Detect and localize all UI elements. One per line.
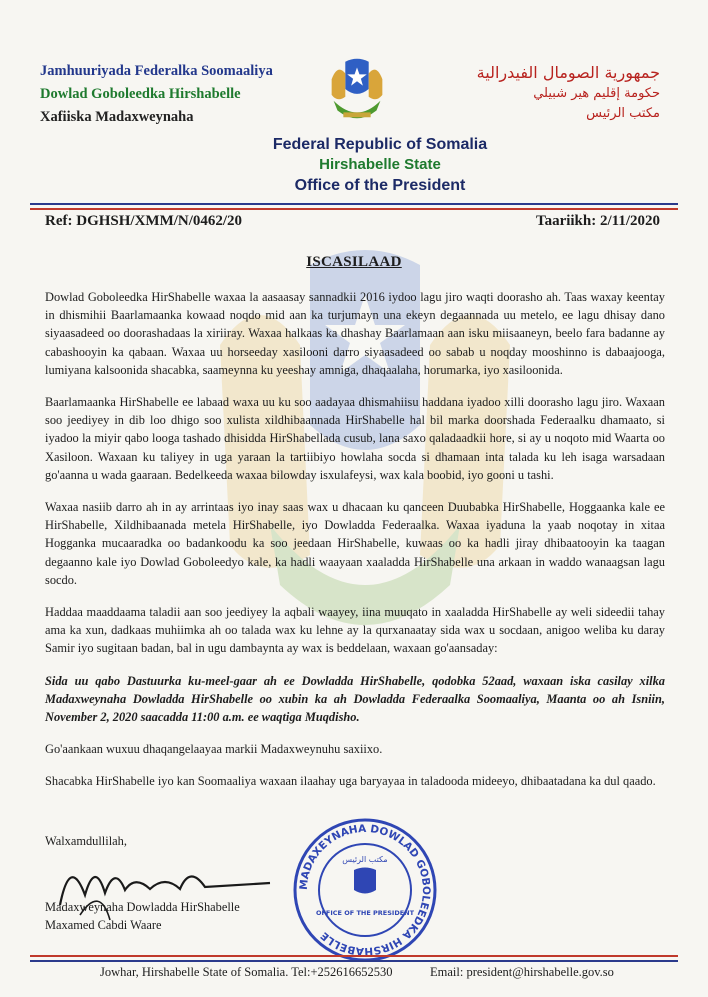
reference-number: Ref: DGHSH/XMM/N/0462/20 (45, 213, 243, 229)
stamp-ring-text: MADAXEYNAHA DOWLAD GOBOLEEDKA HIRSHABELLE (297, 822, 433, 958)
signatory-title: Madaxweynaha Dowladda HirShabelle (45, 900, 240, 914)
letterhead-arabic (460, 62, 660, 124)
footer-address: Jowhar, Hirshabelle State of Somalia. Tel:+252616652530 (100, 965, 393, 979)
reference-line (45, 213, 660, 235)
closing-salutation: Walxamdullilah, (45, 834, 127, 848)
stamp-inner-text: OFFICE OF THE PRESIDENT (315, 909, 415, 917)
letterhead-line: Dowlad Goboleedka Hirshabelle (40, 86, 241, 102)
letterhead-somali (40, 60, 290, 129)
letter-date: Taariikh: 2/11/2020 (535, 213, 660, 229)
letter-heading: ISCASILAAD (306, 254, 402, 270)
letterhead-line: Office of the President (294, 177, 466, 194)
body-paragraph: Go'aankaan wuxuu dhaqangelaayaa markii Madaxweynuhu saxiixo. (45, 742, 383, 757)
body-paragraph: Waxaa nasiib darro ah in ay arrintaas iyo inay saas wax u dhacaan ku qanceen Duubabka HirShabelle, Hoggaanka kale ee HirShabelle, Xildhibaanada metela HirShabelle, iyo Dowladda Federaalka. Waxaa iyaduna la yaab noqotay in xitaa Hogganka mucaaradka oo badankoodu ka soo jeedaan HirShabelle, kuwaas oo ka hadli jiray dhibaatooyin ka taagan degaanno kale iyo Dowlad Goboleedyo kale, ka hadli waayaan xaaladda HirShabelle una arkaan in waddo wanaagsan lagu socdo. (45, 500, 665, 587)
letterhead-line: حكومة إقليم هير شبيلي (533, 86, 660, 101)
letterhead-line: Hirshabelle State (319, 156, 441, 173)
letterhead-line: Jamhuuriyada Federalka Soomaaliya (40, 63, 273, 79)
letterhead-line: Xafiiska Madaxweynaha (40, 109, 194, 125)
body-paragraph: Shacabka HirShabelle iyo kan Soomaaliya waxaan ilaahay uga baryayaa in taladooda mideeyo, dhibaatadana ka dul qaado. (45, 774, 656, 789)
footer-divider (30, 955, 678, 957)
letterhead-english (240, 134, 520, 196)
footer-email: Email: president@hirshabelle.gov.so (430, 965, 614, 979)
body-paragraph: Baarlamaanka HirShabelle ee labaad waxa uu ku soo aadayaa dhismahiisu haddana iyadoo xilli doorasho lagu jiro. Waxaan soo jeediyey in dib loo dhigo soo xulista xildhibaannada HirShabelle hal bil marka doorshada Federaalku dhamaato, si iyadoo la miyir qabo looga tashado dhisidda HirShabellada cusub, lana saxo qaladaadkii hore, si ay u noqoto mid Waarta oo Xasiloon. Waxaan ku taliyey in uga yaraan la tartiibiyo howlaha socda si dhamaan inta talada ku leh isaga warsadaan go'aanna u wada gaaraan. Bedelkeeda waxaa bilowday isxulafeysi, wax kala boobid, iyo gooni u tashi. (45, 395, 665, 482)
header-divider (30, 203, 678, 205)
letterhead-line: Federal Republic of Somalia (272, 136, 488, 153)
header-divider (30, 208, 678, 210)
letter-body (45, 288, 665, 805)
official-stamp (290, 815, 440, 965)
coat-of-arms-icon (318, 50, 396, 128)
letterhead-line: مكتب الرئيس (586, 106, 660, 121)
footer-divider (30, 960, 678, 962)
signatory-name: Maxamed Cabdi Waare (45, 918, 162, 932)
body-paragraph: Dowlad Goboleedka HirShabelle waxaa la aasaasay sannadkii 2016 iydoo lagu jiro waqti doorasho ah. Taas waxay keentay in dhismihii Baarlamaanka kowaad noqdo mid aan ka turjumayn una ekeyn degaannada uu metelo, ee lagu dhisay dano siyaasadeed oo doorashadaas la xiriiray. Waxaa halkaas ka dhashay Baarlamaan aan isku miisaaneyn, beelo fara badanne ay cabashooyin ka qabaan. Waxaa uu horseeday xasilooni darro siyaasadeed oo sabab u noqday mooshinno is dabaajooga, lumiyana kalsoonida shacabka, saameynna ku yeeshay amniga, dhaqaalaha, horumarka, iyo xasiloonida. (45, 290, 665, 377)
letterhead-line: جمهورية الصومال الفيدرالية (476, 63, 660, 82)
stamp-arabic: مكتب الرئيس (342, 855, 388, 864)
resolution-paragraph: Sida uu qabo Dastuurka ku-meel-gaar ah ee Dowladda HirShabelle, qodobka 52aad, waxaan iska casilay xilka Madaxweynaha Dowladda HirShabelle oo xubin ka ah Dowladda Federaalka Soomaaliya, Maanta oo ah Isniin, November 2, 2020 saacadda 11:00 a.m. ee waqtiga Muqdisho. (45, 673, 665, 725)
body-paragraph: Haddaa maaddaama taladii aan soo jeediyey la aqbali waayey, iina muuqato in xaaladda HirShabelle ay weli sideedii tahay ama ka xun, dadkaas muhiimka ah oo talada wax ku lehne ay la qurxanaatay sida wax u socdaan, anigoo weliba ku daray Samir iyo sugitaan badan, bal in ugu dambaynta ay wax is beddelaan, waxaan go'aansaday: (45, 605, 665, 656)
